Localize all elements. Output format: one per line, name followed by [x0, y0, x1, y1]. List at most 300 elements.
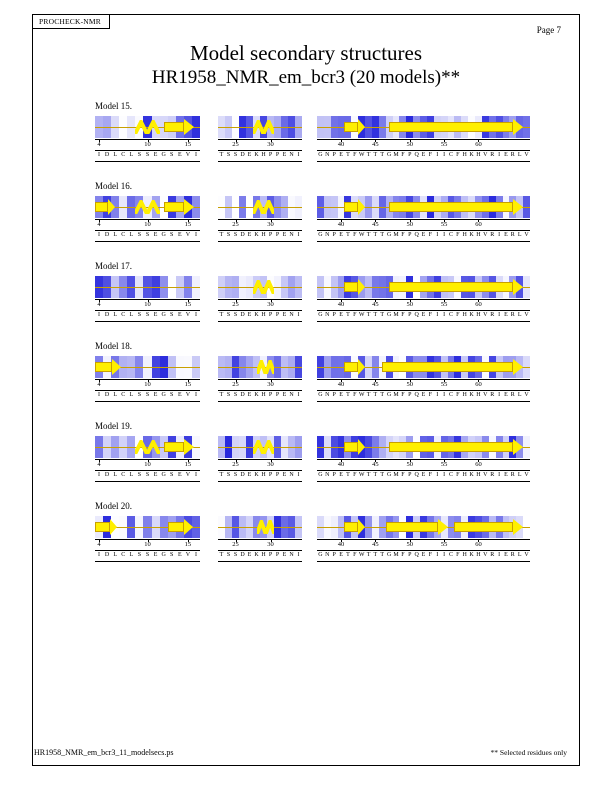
sequence-panel [218, 276, 302, 318]
residue-letter: S [226, 152, 231, 158]
residue-letter: C [121, 152, 126, 158]
axis-tick-label: 60 [475, 301, 482, 308]
residue-letter: T [346, 472, 350, 478]
axis-line [218, 539, 302, 540]
residue-letter: L [113, 472, 117, 478]
residue-letter: E [339, 312, 343, 318]
residue-letter: I [498, 232, 501, 238]
shading-cell [192, 516, 200, 538]
residue-letter: Q [414, 472, 419, 478]
residue-axis [95, 219, 200, 229]
residue-letter: E [247, 312, 252, 318]
residue-letter: K [469, 232, 474, 238]
residue-letter: G [318, 152, 323, 158]
residue-letter: P [268, 392, 273, 398]
residue-letter: T [373, 472, 378, 478]
shading-cell [523, 116, 530, 138]
residue-letter: G [386, 552, 392, 558]
residue-letter: E [339, 552, 343, 558]
residue-axis [317, 379, 530, 389]
residue-letter: P [408, 312, 412, 318]
residue-letter: H [476, 312, 481, 318]
residue-letter: E [504, 312, 508, 318]
residue-letter: R [510, 552, 515, 558]
residue-letter: E [504, 472, 508, 478]
axis-tick-label: 30 [267, 141, 274, 148]
residue-letter: H [462, 552, 467, 558]
footer-filename: HR1958_NMR_em_bcr3_11_modelsecs.ps [34, 748, 174, 757]
residue-letter: N [325, 312, 330, 318]
shading-strip [218, 356, 302, 378]
residue-letter: V [483, 232, 488, 238]
residue-letter: M [393, 472, 399, 478]
axis-tick-label: 55 [440, 301, 448, 308]
residue-letter: P [275, 552, 280, 558]
model-panels [95, 196, 530, 258]
shading-strip [95, 516, 200, 538]
residue-letter: H [476, 232, 481, 238]
residue-letter: E [247, 472, 252, 478]
residue-letter: I [498, 312, 501, 318]
shading-strip [317, 356, 530, 378]
residue-letter: E [153, 552, 158, 558]
residue-letter: I [443, 472, 446, 478]
residue-letter: T [219, 232, 224, 238]
residue-sequence [218, 390, 302, 402]
residue-letter: I [98, 312, 101, 318]
axis-tick-label: 40 [337, 141, 345, 148]
residue-letter: P [332, 472, 336, 478]
residue-letter: P [408, 152, 412, 158]
residue-letter: Q [414, 392, 419, 398]
model-block [33, 181, 579, 261]
residue-sequence [317, 390, 530, 402]
residue-letter: E [282, 232, 287, 238]
residue-letter: W [358, 152, 365, 158]
axis-tick-label: 60 [475, 141, 482, 148]
residue-axis [95, 379, 200, 389]
residue-letter: K [254, 392, 259, 398]
residue-letter: I [498, 152, 501, 158]
axis-tick-label: 25 [232, 141, 239, 148]
residue-letter: F [401, 152, 405, 158]
residue-letter: C [121, 552, 126, 558]
residue-letter: I [498, 472, 501, 478]
residue-letter: P [408, 232, 412, 238]
axis-tick-label: 55 [440, 141, 448, 148]
residue-sequence [95, 310, 200, 322]
residue-letter: G [161, 312, 166, 318]
residue-sequence [95, 390, 200, 402]
shading-strip [317, 436, 530, 458]
sequence-panel [317, 356, 530, 398]
residue-letter: V [524, 232, 529, 238]
residue-letter: T [380, 232, 385, 238]
residue-axis [317, 539, 530, 549]
residue-letter: G [318, 392, 323, 398]
residue-letter: T [366, 152, 371, 158]
residue-letter: Q [414, 152, 419, 158]
residue-letter: F [456, 392, 460, 398]
axis-tick-label: 45 [372, 541, 379, 548]
residue-letter: P [332, 552, 336, 558]
residue-letter: L [113, 392, 117, 398]
model-block [33, 421, 579, 501]
residue-letter: W [358, 552, 365, 558]
residue-letter: T [219, 552, 224, 558]
residue-letter: W [358, 312, 365, 318]
sequence-panel [317, 276, 530, 318]
residue-letter: I [443, 552, 446, 558]
residue-letter: S [170, 312, 174, 318]
residue-axis [218, 219, 302, 229]
residue-letter: H [261, 232, 266, 238]
shading-strip [317, 516, 530, 538]
residue-letter: E [282, 552, 287, 558]
residue-letter: E [282, 392, 287, 398]
axis-tick-label: 15 [184, 221, 192, 228]
axis-tick-label: 45 [372, 381, 379, 388]
residue-letter: I [297, 232, 300, 238]
residue-letter: F [456, 552, 460, 558]
residue-letter: D [240, 312, 245, 318]
axis-tick-label: 60 [475, 541, 482, 548]
residue-letter: F [353, 312, 357, 318]
residue-letter: V [185, 472, 191, 478]
axis-line [317, 459, 530, 460]
residue-letter: F [401, 312, 405, 318]
shading-cell [523, 196, 530, 218]
residue-letter: I [443, 152, 446, 158]
residue-letter: F [428, 312, 433, 318]
residue-letter: S [137, 312, 142, 318]
residue-letter: F [353, 232, 357, 238]
model-label: Model 15. [95, 101, 132, 111]
shading-strip [317, 196, 530, 218]
residue-letter: I [443, 232, 446, 238]
shading-cell [192, 356, 200, 378]
residue-letter: S [170, 232, 174, 238]
residue-letter: N [325, 152, 330, 158]
residue-letter: F [428, 552, 433, 558]
axis-tick-label: 25 [232, 301, 239, 308]
axis-tick-label: 25 [232, 381, 239, 388]
residue-letter: M [393, 232, 399, 238]
residue-letter: H [476, 472, 481, 478]
axis-tick-label: 30 [267, 301, 274, 308]
shading-strip [218, 516, 302, 538]
model-panels [95, 276, 530, 338]
sequence-panel [95, 116, 200, 158]
page-number: Page 7 [536, 25, 561, 35]
residue-letter: V [524, 552, 529, 558]
residue-letter: I [194, 552, 197, 558]
residue-letter: H [462, 152, 467, 158]
residue-sequence [317, 230, 530, 242]
sequence-panel [317, 516, 530, 558]
residue-letter: H [476, 152, 481, 158]
residue-letter: G [386, 232, 392, 238]
residue-letter: M [393, 152, 399, 158]
shading-strip [218, 196, 302, 218]
residue-axis [317, 139, 530, 149]
residue-letter: P [275, 472, 280, 478]
residue-letter: W [358, 472, 365, 478]
residue-letter: G [386, 312, 392, 318]
residue-letter: L [113, 552, 117, 558]
residue-letter: T [366, 472, 371, 478]
axis-tick-label: 10 [144, 541, 151, 548]
axis-tick-label: 50 [406, 141, 413, 148]
residue-letter: V [524, 152, 529, 158]
residue-letter: C [121, 312, 126, 318]
residue-letter: D [104, 552, 110, 558]
residue-letter: R [490, 312, 495, 318]
sequence-panel [218, 516, 302, 558]
shading-cell [295, 116, 302, 138]
residue-letter: I [297, 392, 300, 398]
residue-letter: G [318, 552, 323, 558]
residue-letter: R [510, 392, 515, 398]
residue-letter: F [428, 232, 433, 238]
axis-line [317, 219, 530, 220]
residue-letter: I [498, 392, 501, 398]
residue-letter: V [483, 152, 488, 158]
residue-letter: H [476, 552, 481, 558]
residue-letter: C [448, 472, 453, 478]
residue-letter: E [282, 152, 287, 158]
residue-letter: D [104, 392, 110, 398]
axis-tick-label: 4 [97, 381, 101, 388]
residue-letter: W [358, 392, 365, 398]
model-list [33, 101, 579, 581]
residue-letter: E [282, 312, 287, 318]
residue-letter: D [240, 232, 245, 238]
axis-line [317, 139, 530, 140]
shading-strip [95, 276, 200, 298]
residue-letter: T [346, 152, 350, 158]
axis-tick-label: 40 [337, 541, 345, 548]
residue-letter: T [219, 312, 224, 318]
residue-letter: E [153, 232, 158, 238]
residue-sequence [218, 470, 302, 482]
residue-sequence [317, 310, 530, 322]
axis-tick-label: 50 [406, 381, 413, 388]
axis-line [218, 299, 302, 300]
residue-letter: I [98, 232, 101, 238]
axis-line [218, 379, 302, 380]
residue-letter: I [498, 552, 501, 558]
residue-letter: M [393, 552, 399, 558]
residue-letter: T [373, 392, 378, 398]
sequence-panel [218, 436, 302, 478]
axis-tick-label: 30 [267, 221, 274, 228]
residue-axis [218, 379, 302, 389]
residue-letter: I [436, 312, 439, 318]
axis-line [317, 379, 530, 380]
residue-letter: I [297, 312, 300, 318]
axis-tick-label: 25 [232, 461, 239, 468]
residue-letter: H [261, 392, 266, 398]
residue-letter: T [380, 312, 385, 318]
residue-letter: P [275, 392, 280, 398]
shading-strip [95, 116, 200, 138]
shading-cell [192, 116, 200, 138]
residue-letter: T [346, 392, 350, 398]
residue-letter: H [261, 152, 266, 158]
axis-tick-label: 4 [97, 141, 101, 148]
residue-letter: E [421, 472, 426, 478]
residue-letter: I [98, 152, 101, 158]
residue-letter: L [129, 552, 134, 558]
axis-tick-label: 60 [475, 461, 482, 468]
document-page [32, 14, 580, 766]
model-label: Model 19. [95, 421, 132, 431]
model-panels [95, 356, 530, 418]
residue-axis [218, 539, 302, 549]
residue-letter: L [129, 232, 134, 238]
residue-letter: T [366, 392, 371, 398]
residue-letter: F [456, 152, 460, 158]
residue-letter: S [233, 552, 238, 558]
residue-letter: H [261, 552, 266, 558]
residue-letter: T [219, 392, 224, 398]
residue-letter: S [137, 552, 142, 558]
residue-letter: G [161, 232, 166, 238]
residue-letter: K [469, 552, 474, 558]
residue-letter: R [490, 152, 495, 158]
residue-letter: R [490, 552, 495, 558]
residue-letter: I [98, 552, 101, 558]
residue-letter: F [428, 392, 433, 398]
sequence-panel [218, 196, 302, 238]
residue-letter: S [226, 312, 231, 318]
axis-tick-label: 45 [372, 461, 379, 468]
residue-letter: R [490, 232, 495, 238]
residue-letter: S [233, 232, 238, 238]
axis-tick-label: 15 [184, 381, 192, 388]
shading-cell [523, 356, 530, 378]
residue-letter: N [325, 472, 330, 478]
residue-letter: T [373, 232, 378, 238]
axis-tick-label: 40 [337, 381, 345, 388]
residue-letter: H [462, 312, 467, 318]
sequence-panel [95, 196, 200, 238]
residue-sequence [95, 230, 200, 242]
residue-letter: F [353, 392, 357, 398]
residue-letter: K [469, 152, 474, 158]
residue-letter: N [289, 552, 294, 558]
axis-line [218, 219, 302, 220]
residue-letter: C [448, 392, 453, 398]
residue-letter: D [104, 152, 110, 158]
model-panels [95, 436, 530, 498]
residue-letter: I [443, 312, 446, 318]
residue-letter: P [408, 552, 412, 558]
residue-letter: L [129, 472, 134, 478]
residue-letter: D [104, 472, 110, 478]
axis-tick-label: 45 [372, 141, 379, 148]
residue-sequence [218, 150, 302, 162]
residue-letter: S [145, 552, 150, 558]
residue-letter: P [275, 232, 280, 238]
residue-letter: V [185, 152, 191, 158]
shading-strip [218, 116, 302, 138]
residue-letter: S [145, 472, 150, 478]
residue-sequence [95, 550, 200, 562]
residue-letter: F [456, 232, 460, 238]
residue-letter: F [401, 232, 405, 238]
residue-letter: T [380, 392, 385, 398]
axis-tick-label: 10 [144, 141, 151, 148]
axis-tick-label: 50 [406, 461, 413, 468]
shading-strip [95, 196, 200, 218]
residue-letter: I [436, 472, 439, 478]
residue-letter: H [261, 312, 266, 318]
residue-letter: T [346, 232, 350, 238]
residue-letter: L [517, 552, 522, 558]
residue-letter: F [456, 312, 460, 318]
axis-tick-label: 55 [440, 461, 448, 468]
residue-letter: N [325, 392, 330, 398]
axis-tick-label: 15 [184, 461, 192, 468]
shading-strip [95, 356, 200, 378]
residue-letter: N [289, 152, 294, 158]
residue-letter: H [261, 472, 266, 478]
shading-cell [192, 436, 200, 458]
residue-letter: L [129, 312, 134, 318]
residue-letter: M [393, 392, 399, 398]
residue-letter: V [185, 552, 191, 558]
axis-tick-label: 25 [232, 221, 239, 228]
residue-letter: G [161, 472, 166, 478]
residue-letter: E [421, 312, 426, 318]
residue-letter: F [353, 552, 357, 558]
residue-letter: S [145, 232, 150, 238]
residue-letter: Q [414, 312, 419, 318]
program-tag: PROCHECK-NMR [33, 15, 110, 29]
residue-letter: I [436, 152, 439, 158]
residue-letter: F [353, 472, 357, 478]
residue-letter: D [240, 152, 245, 158]
residue-letter: S [170, 392, 174, 398]
residue-axis [218, 299, 302, 309]
residue-letter: I [194, 392, 197, 398]
shading-cell [295, 356, 302, 378]
axis-tick-label: 4 [97, 541, 101, 548]
shading-cell [523, 436, 530, 458]
sequence-panel [218, 116, 302, 158]
residue-letter: T [373, 152, 378, 158]
shading-cell [192, 196, 200, 218]
residue-letter: T [373, 552, 378, 558]
residue-letter: L [517, 392, 522, 398]
sequence-panel [218, 356, 302, 398]
residue-letter: I [436, 232, 439, 238]
residue-letter: F [428, 472, 433, 478]
residue-letter: T [380, 152, 385, 158]
residue-letter: D [240, 552, 245, 558]
residue-letter: K [469, 472, 474, 478]
residue-letter: C [121, 232, 126, 238]
residue-letter: E [339, 152, 343, 158]
residue-letter: R [510, 312, 515, 318]
residue-letter: L [517, 152, 522, 158]
model-label: Model 16. [95, 181, 132, 191]
residue-letter: K [469, 392, 474, 398]
axis-tick-label: 10 [144, 301, 151, 308]
residue-letter: P [332, 312, 336, 318]
